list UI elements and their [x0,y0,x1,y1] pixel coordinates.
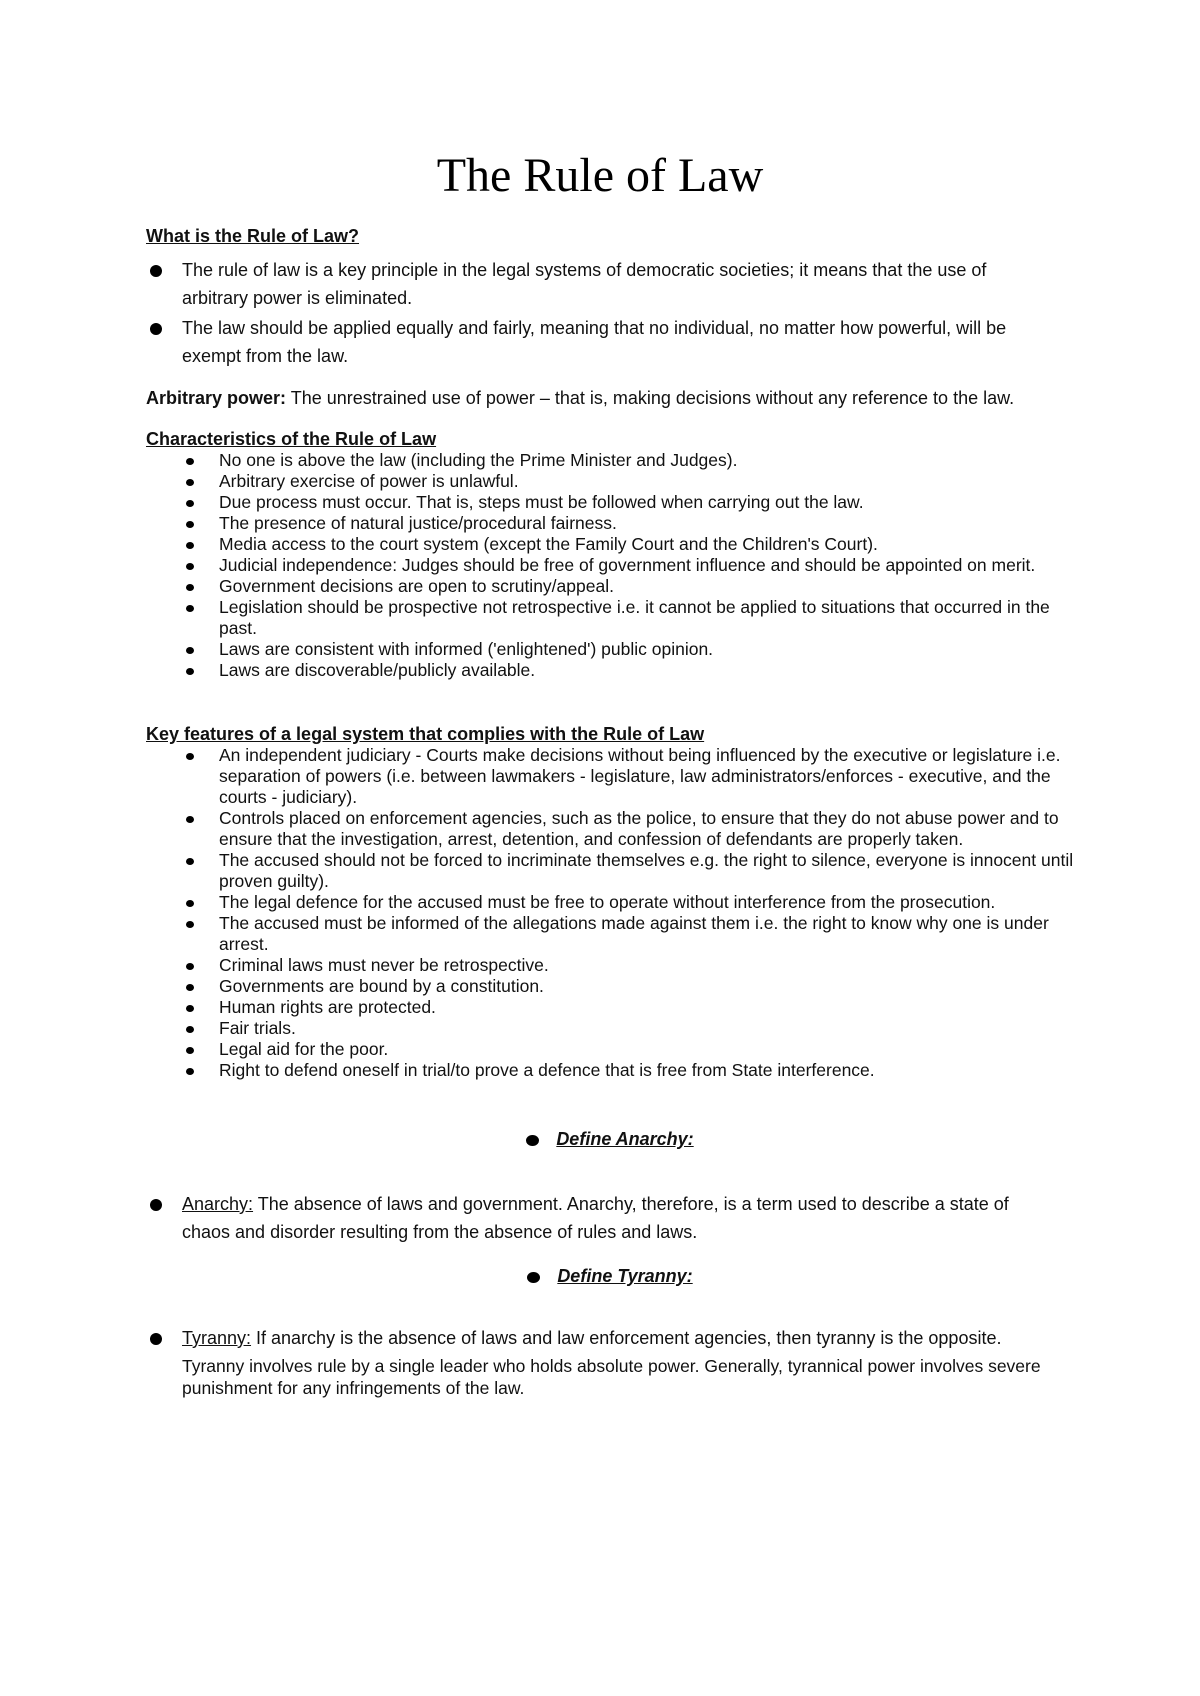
bullet-icon [186,921,194,928]
definition-term: Arbitrary power: [146,388,287,408]
bullet-icon [186,963,194,970]
list-item [146,471,1076,492]
tyranny-definition [146,1326,1046,1399]
bullet-icon [186,900,194,907]
list-item [146,534,1076,555]
list-item-text: The rule of law is a key principle in the legal systems of democratic societies; it means that the use of arbitrary power is eliminated. [182,260,987,308]
list-item [146,1326,1046,1399]
list-item-text: Laws are discoverable/publicly available. [219,660,536,680]
bullet-icon [186,563,194,570]
characteristics-list [146,450,1076,681]
definition-text: The unrestrained use of power – that is, making decisions without any reference to the law. [286,388,1015,408]
list-item [146,850,1076,892]
list-item [146,314,1046,370]
list-item [146,1060,1076,1081]
list-item [146,997,1076,1018]
anarchy-heading: Define Anarchy: [0,1129,1200,1150]
list-item [146,597,1076,639]
bullet-icon [186,668,194,675]
definition-text: If anarchy is the absence of laws and law enforcement agencies, then tyranny is the opposite. [251,1328,1002,1348]
list-item [146,808,1076,850]
list-item-text: No one is above the law (including the Prime Minister and Judges). [219,450,738,470]
section-heading-key-features: Key features of a legal system that complies with the Rule of Law [146,724,705,744]
bullet-icon [186,984,194,991]
bullet-icon [186,816,194,823]
list-item [146,513,1076,534]
list-item-text: Governments are bound by a constitution. [219,976,544,996]
arbitrary-power-definition [146,386,1066,410]
section-heading-what-is: What is the Rule of Law? [146,226,360,246]
anarchy-definition [146,1190,1046,1246]
bullet-icon [186,1068,194,1075]
bullet-icon [186,647,194,654]
bullet-icon [186,605,194,612]
list-item-text: Human rights are protected. [219,997,436,1017]
list-item [146,639,1076,660]
bullet-icon [186,521,194,528]
bullet-icon [186,500,194,507]
bullet-icon [186,479,194,486]
list-item-text: Fair trials. [219,1018,296,1038]
bullet-icon [527,1272,540,1283]
page-title: The Rule of Law [436,149,764,202]
list-item-text: Controls placed on enforcement agencies, such as the police, to ensure that they do not abuse power and to ensure that the investigation, arrest, detention, and confession of defendants are properly taken. [219,808,1059,849]
bullet-icon [526,1135,539,1146]
list-item [146,955,1076,976]
list-item-text: Legal aid for the poor. [219,1039,389,1059]
list-item [146,913,1076,955]
list-item [146,660,1076,681]
list-item [146,555,1076,576]
list-item [146,745,1076,808]
tyranny-heading: Define Tyranny: [0,1266,1200,1287]
bullet-icon [186,1005,194,1012]
list-item-text: The accused must be informed of the allegations made against them i.e. the right to know why one is under arrest. [219,913,1049,954]
key-features-list [146,745,1076,1081]
list-item-text: Laws are consistent with informed ('enlightened') public opinion. [219,639,714,659]
definition-term: Anarchy: [182,1194,254,1214]
list-item-text: Government decisions are open to scrutiny/appeal. [219,576,614,596]
list-item [146,1018,1076,1039]
definition-term: Tyranny: [182,1328,252,1348]
list-item-text: Criminal laws must never be retrospective. [219,955,549,975]
bullet-icon [150,323,162,335]
bullet-icon [186,584,194,591]
list-item [146,1039,1076,1060]
section-heading-characteristics: Characteristics of the Rule of Law [146,429,437,449]
list-item-text: Media access to the court system (except the Family Court and the Children's Court). [219,534,878,554]
list-item [146,450,1076,471]
list-item-text: Right to defend oneself in trial/to prove a defence that is free from State interference. [219,1060,875,1080]
list-item-text: Judicial independence: Judges should be free of government influence and should be appointed on merit. [219,555,1036,575]
list-item [146,1190,1046,1246]
list-item-text: The accused should not be forced to incriminate themselves e.g. the right to silence, everyone is innocent until proven guilty). [219,850,1074,891]
bullet-icon [186,753,194,760]
list-item-text: The law should be applied equally and fairly, meaning that no individual, no matter how powerful, will be exempt from the law. [182,318,1007,366]
list-item [146,256,1046,312]
definition-text: The absence of laws and government. Anarchy, therefore, is a term used to describe a state of chaos and disorder resulting from the absence of rules and laws. [182,1194,1009,1242]
list-item-text: Legislation should be prospective not retrospective i.e. it cannot be applied to situations that occurred in the past. [219,597,1050,638]
list-item [146,892,1076,913]
bullet-icon [186,542,194,549]
bullet-icon [186,1026,194,1033]
list-item [146,976,1076,997]
list-item-text: The presence of natural justice/procedural fairness. [219,513,617,533]
list-item-text: Due process must occur. That is, steps must be followed when carrying out the law. [219,492,864,512]
definition-text-continued: Tyranny involves rule by a single leader who holds absolute power. Generally, tyrannical power involves severe punishment for any infringements of the law. [182,1356,1041,1398]
bullet-icon [186,858,194,865]
list-item-text: An independent judiciary - Courts make decisions without being influenced by the executive or legislature i.e. separation of powers (i.e. between lawmakers - legislature, law administrators/enforces - executive, and the courts - judiciary). [219,745,1061,807]
bullet-icon [186,458,194,465]
bullet-icon [150,1333,162,1345]
bullet-icon [150,1199,162,1211]
bullet-icon [186,1047,194,1054]
list-item-text: The legal defence for the accused must be free to operate without interference from the prosecution. [219,892,996,912]
what-is-list [146,256,1046,372]
list-item [146,576,1076,597]
list-item [146,492,1076,513]
list-item-text: Arbitrary exercise of power is unlawful. [219,471,519,491]
bullet-icon [150,265,162,277]
